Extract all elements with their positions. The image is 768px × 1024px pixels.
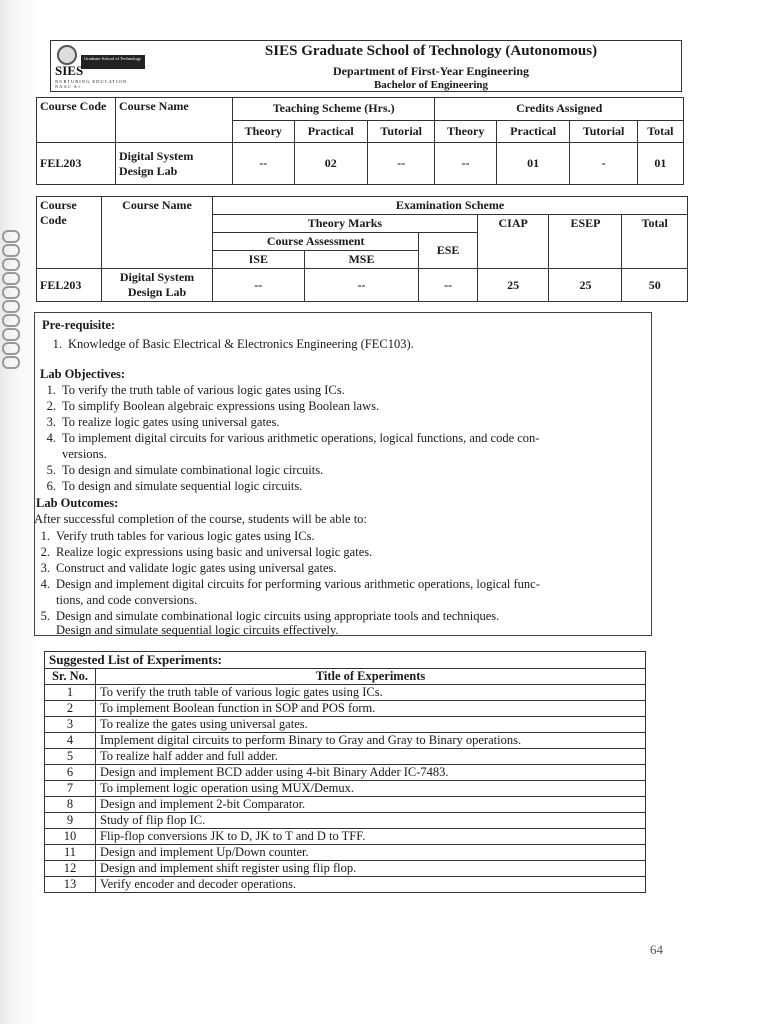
experiment-sr-no: 13 xyxy=(45,877,96,893)
header-exam-scheme: Examination Scheme xyxy=(213,197,688,215)
esep-value: 25 xyxy=(549,269,622,302)
experiment-title: To realize the gates using universal gates. xyxy=(96,717,646,733)
header-ts-practical: Practical xyxy=(294,120,368,143)
header-ts-theory: Theory xyxy=(233,120,295,143)
header-title-of-experiments: Title of Experiments xyxy=(96,669,646,685)
experiment-title: Design and implement Up/Down counter. xyxy=(96,845,646,861)
cr-theory: -- xyxy=(435,143,497,185)
experiment-row xyxy=(45,829,646,845)
ise-value: -- xyxy=(213,269,305,302)
header-credits-assigned: Credits Assigned xyxy=(435,98,684,121)
header-total: Total xyxy=(622,215,688,269)
experiments-title: Suggested List of Experiments: xyxy=(45,652,646,669)
experiment-title: Design and implement BCD adder using 4-bit Binary Adder IC-7483. xyxy=(96,765,646,781)
outcomes-intro: After successful completion of the course, students will be able to: xyxy=(34,512,367,526)
experiment-sr-no: 9 xyxy=(45,813,96,829)
department-name: Department of First-Year Engineering xyxy=(332,64,530,78)
experiment-title: To realize half adder and full adder. xyxy=(96,749,646,765)
course-name: Digital System Design Lab xyxy=(116,143,233,185)
logo-tagline: NURTURING EDUCATION NAAC A+ xyxy=(55,79,128,89)
header-ise: ISE xyxy=(213,251,305,269)
total-value: 50 xyxy=(622,269,688,302)
experiment-row xyxy=(45,717,646,733)
header-theory-marks: Theory Marks xyxy=(213,215,478,233)
outcome-item: 1. Verify truth tables for various logic gates using ICs. xyxy=(40,529,315,543)
experiment-row xyxy=(45,861,646,877)
institute-logo xyxy=(55,45,145,89)
course-code: FEL203 xyxy=(37,143,116,185)
outcome-item-continued: tions, and code conversions. xyxy=(56,593,198,607)
outcome-item: Design and simulate sequential logic circuits effectively. xyxy=(56,623,339,637)
header-course-code: Course Code xyxy=(37,197,102,269)
header-cr-total: Total xyxy=(637,120,683,143)
mse-value: -- xyxy=(304,269,419,302)
examination-scheme-table xyxy=(36,196,688,302)
objective-item: 5. To design and simulate combinational logic circuits. xyxy=(46,463,324,477)
experiment-row xyxy=(45,733,646,749)
letterhead xyxy=(50,40,682,92)
experiment-title: Design and implement shift register using flip flop. xyxy=(96,861,646,877)
header-cr-practical: Practical xyxy=(496,120,570,143)
experiment-sr-no: 10 xyxy=(45,829,96,845)
experiment-sr-no: 1 xyxy=(45,685,96,701)
outcome-item: 4. Design and implement digital circuits for performing various arithmetic operations, logical func- xyxy=(40,577,540,591)
program-name: Bachelor of Engineering xyxy=(373,79,489,91)
experiment-row xyxy=(45,845,646,861)
header-ciap: CIAP xyxy=(477,215,549,269)
experiment-sr-no: 8 xyxy=(45,797,96,813)
experiment-title: To implement Boolean function in SOP and POS form. xyxy=(96,701,646,717)
experiment-sr-no: 5 xyxy=(45,749,96,765)
experiment-sr-no: 11 xyxy=(45,845,96,861)
header-sr-no: Sr. No. xyxy=(45,669,96,685)
experiment-sr-no: 2 xyxy=(45,701,96,717)
experiment-sr-no: 6 xyxy=(45,765,96,781)
logo-wordmark: SIES xyxy=(55,63,84,78)
experiment-sr-no: 7 xyxy=(45,781,96,797)
institute-title: SIES Graduate School of Technology (Autonomous) xyxy=(264,43,598,59)
objective-item: 3. To realize logic gates using universal gates. xyxy=(46,415,280,429)
experiment-title: Flip-flop conversions JK to D, JK to T and D to TFF. xyxy=(96,829,646,845)
experiment-sr-no: 4 xyxy=(45,733,96,749)
header-ts-tutorial: Tutorial xyxy=(368,120,435,143)
header-course-name: Course Name xyxy=(116,98,233,143)
binder-rings xyxy=(0,230,18,380)
header-cr-theory: Theory xyxy=(435,120,497,143)
header-course-code: Course Code xyxy=(37,98,116,143)
experiment-title: To verify the truth table of various logic gates using ICs. xyxy=(96,685,646,701)
objective-item: 2. To simplify Boolean algebraic expressions using Boolean laws. xyxy=(46,399,380,413)
objective-item-continued: versions. xyxy=(62,447,107,461)
objective-item: 4. To implement digital circuits for various arithmetic operations, logical functions, and code con- xyxy=(46,431,540,445)
experiment-title: Study of flip flop IC. xyxy=(96,813,646,829)
objective-item: 6. To design and simulate sequential logic circuits. xyxy=(46,479,303,493)
header-course-assessment: Course Assessment xyxy=(213,233,419,251)
ts-tutorial: -- xyxy=(368,143,435,185)
experiment-title: To implement logic operation using MUX/Demux. xyxy=(96,781,646,797)
experiment-sr-no: 3 xyxy=(45,717,96,733)
experiment-title: Implement digital circuits to perform Binary to Gray and Gray to Binary operations. xyxy=(96,733,646,749)
cr-tutorial: - xyxy=(570,143,637,185)
experiment-row xyxy=(45,765,646,781)
objective-item: 1. To verify the truth table of various logic gates using ICs. xyxy=(46,383,345,397)
experiments-rows xyxy=(45,685,646,893)
teaching-scheme-table xyxy=(36,97,684,185)
experiment-title: Verify encoder and decoder operations. xyxy=(96,877,646,893)
experiment-row xyxy=(45,685,646,701)
ciap-value: 25 xyxy=(477,269,549,302)
seal-icon xyxy=(57,45,77,65)
experiment-row xyxy=(45,749,646,765)
ese-value: -- xyxy=(419,269,478,302)
header-ese: ESE xyxy=(419,233,478,269)
experiment-row xyxy=(45,813,646,829)
ts-practical: 02 xyxy=(294,143,368,185)
header-teaching-scheme: Teaching Scheme (Hrs.) xyxy=(233,98,435,121)
prerequisite-item: 1. Knowledge of Basic Electrical & Electronics Engineering (FEC103). xyxy=(52,337,414,351)
experiments-table xyxy=(44,651,646,893)
course-name: Digital System Design Lab xyxy=(102,269,213,302)
course-code: FEL203 xyxy=(37,269,102,302)
experiment-title: Design and implement 2-bit Comparator. xyxy=(96,797,646,813)
experiment-row xyxy=(45,877,646,893)
ts-theory: -- xyxy=(233,143,295,185)
cr-total: 01 xyxy=(637,143,683,185)
experiment-row xyxy=(45,797,646,813)
experiment-row xyxy=(45,701,646,717)
page-number: 64 xyxy=(650,942,663,957)
header-mse: MSE xyxy=(304,251,419,269)
logo-banner: Graduate School of Technology xyxy=(81,55,145,69)
outcome-item: 3. Construct and validate logic gates using universal gates. xyxy=(40,561,337,575)
header-cr-tutorial: Tutorial xyxy=(570,120,637,143)
outcomes-heading: Lab Outcomes: xyxy=(36,496,119,510)
experiment-row xyxy=(45,781,646,797)
prerequisite-heading: Pre-requisite: xyxy=(42,318,116,332)
objectives-heading: Lab Objectives: xyxy=(40,367,126,381)
outcome-item: 2. Realize logic expressions using basic and universal logic gates. xyxy=(40,545,373,559)
outcome-item: 5. Design and simulate combinational logic circuits using appropriate tools and techniques. xyxy=(40,609,500,623)
header-esep: ESEP xyxy=(549,215,622,269)
header-course-name: Course Name xyxy=(102,197,213,269)
experiment-sr-no: 12 xyxy=(45,861,96,877)
cr-practical: 01 xyxy=(496,143,570,185)
